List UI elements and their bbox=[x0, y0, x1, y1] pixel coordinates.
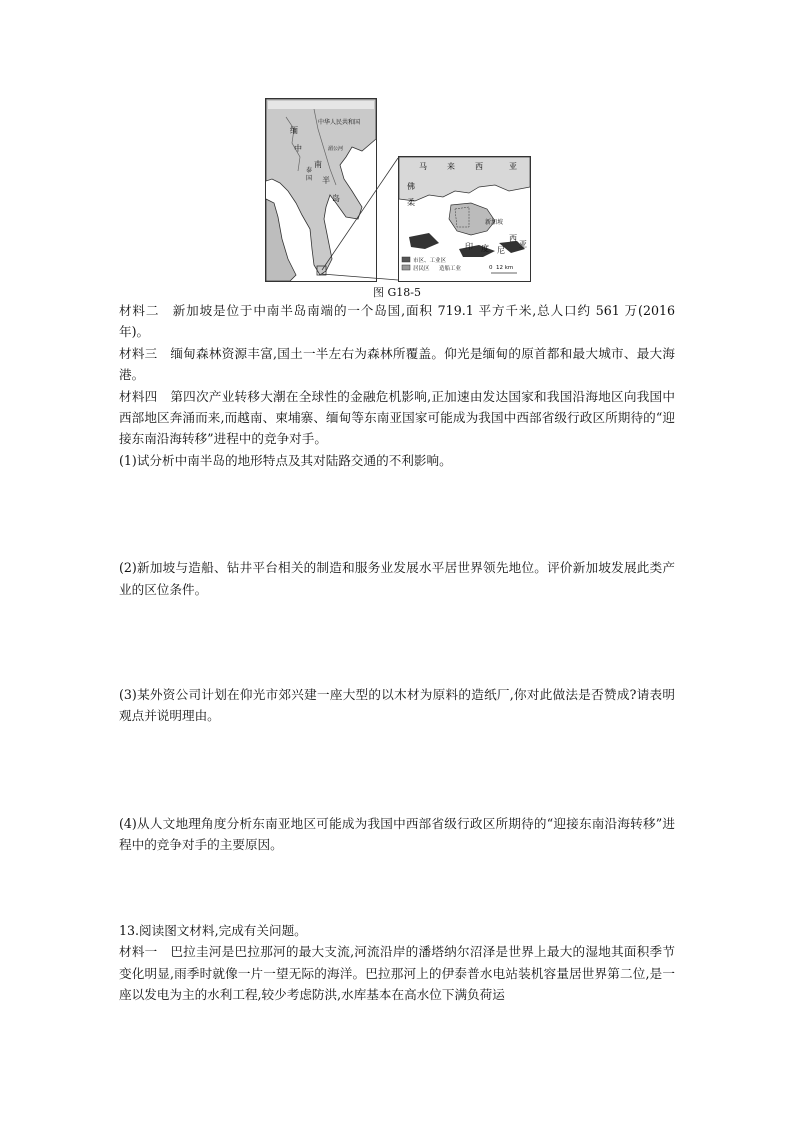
inset-label-xi2: 西 bbox=[509, 234, 517, 243]
label-dao: 岛 bbox=[332, 194, 340, 203]
inset-label-ya2: 亚 bbox=[519, 240, 527, 249]
label-ban: 半 bbox=[322, 176, 330, 185]
inset-label-xi: 西 bbox=[475, 162, 483, 171]
legend-urban-industrial: 市区、工业区 bbox=[413, 258, 447, 264]
material-block bbox=[119, 300, 675, 1005]
q13-material-1: 材料一 巴拉圭河是巴拉那河的最大支流,河流沿岸的潘塔纳尔沼泽是世界上最大的湿地其面积季节变化明显,雨季时就像一片一望无际的海洋。巴拉那河上的伊泰普水电站装机容量居世界第二位,是一座以发电为主的水利工程,较少考虑防洪,水库基本在高水位下满负荷运 bbox=[119, 944, 675, 1002]
legend-residential: 居民区 bbox=[413, 266, 430, 272]
answer-space-3 bbox=[119, 727, 675, 813]
material-3: 材料三 缅甸森林资源丰富,国土一半左右为森林所覆盖。仰光是缅甸的原首都和最大城市、最大海港。 bbox=[119, 345, 675, 383]
answer-space-2 bbox=[119, 600, 675, 684]
inset-label-ya: 亚 bbox=[509, 162, 517, 171]
inset-label-du: 度 bbox=[481, 244, 489, 253]
inset-label-lai: 来 bbox=[447, 162, 455, 171]
label-china: 中华人民共和国 bbox=[318, 119, 361, 126]
question-1: (1)试分析中南半岛的地形特点及其对陆路交通的不利影响。 bbox=[119, 452, 452, 468]
legend-shipbuilding: 造船工业 bbox=[439, 266, 462, 272]
inset-label-rou: 柔 bbox=[407, 198, 415, 207]
inset-label-ni: 尼 bbox=[497, 246, 505, 255]
material-2: 材料二 新加坡是位于中南半岛南端的一个岛国,面积 719.1 平方千米,总人口约 561 万(2016 年)。 bbox=[119, 303, 675, 340]
inset-label-fo: 佛 bbox=[407, 182, 415, 191]
material-4: 材料四 第四次产业转移大潮在全球性的金融危机影响,正加速由发达国家和我国沿海地区向我国中西部地区奔涌而来,而越南、柬埔寨、缅甸等东南亚国家可能成为我国中西部省级行政区所期待的“迎接东南沿海转移”进程中的竞争对手。 bbox=[119, 388, 675, 447]
q13-title: 13.阅读图文材料,完成有关问题。 bbox=[119, 922, 307, 938]
label-mekong: 湄公河 bbox=[328, 146, 344, 152]
figure-g18-5 bbox=[262, 98, 534, 282]
answer-space-1 bbox=[119, 471, 675, 557]
label-myanmar: 缅 bbox=[290, 126, 298, 135]
inset-label-ma: 马 bbox=[419, 162, 427, 171]
label-zhong: 中 bbox=[294, 144, 302, 153]
question-2: (2)新加坡与造船、钻井平台相关的制造和服务业发展水平居世界领先地位。评价新加坡发展此类产业的区位条件。 bbox=[119, 560, 675, 597]
inset-label-yin: 印 bbox=[465, 242, 473, 251]
singapore-inset-map bbox=[398, 156, 531, 282]
label-guo: 国 bbox=[306, 175, 313, 182]
label-nan: 南 bbox=[314, 160, 322, 169]
figure-caption: 图 G18-5 bbox=[373, 286, 421, 299]
inset-label-singapore: 新加坡 bbox=[485, 219, 504, 226]
question-3: (3)某外资公司计划在仰光市郊兴建一座大型的以木材为原料的造纸厂,你对此做法是否赞成?请表明观点并说明理由。 bbox=[119, 687, 675, 724]
answer-space-4 bbox=[119, 856, 675, 920]
map-scale: 0 12 km bbox=[489, 265, 514, 271]
label-thai: 泰 bbox=[306, 167, 313, 174]
question-4: (4)从人文地理角度分析东南亚地区可能成为我国中西部省级行政区所期待的“迎接东南沿海转移”进程中的竞争对手的主要原因。 bbox=[119, 815, 675, 853]
